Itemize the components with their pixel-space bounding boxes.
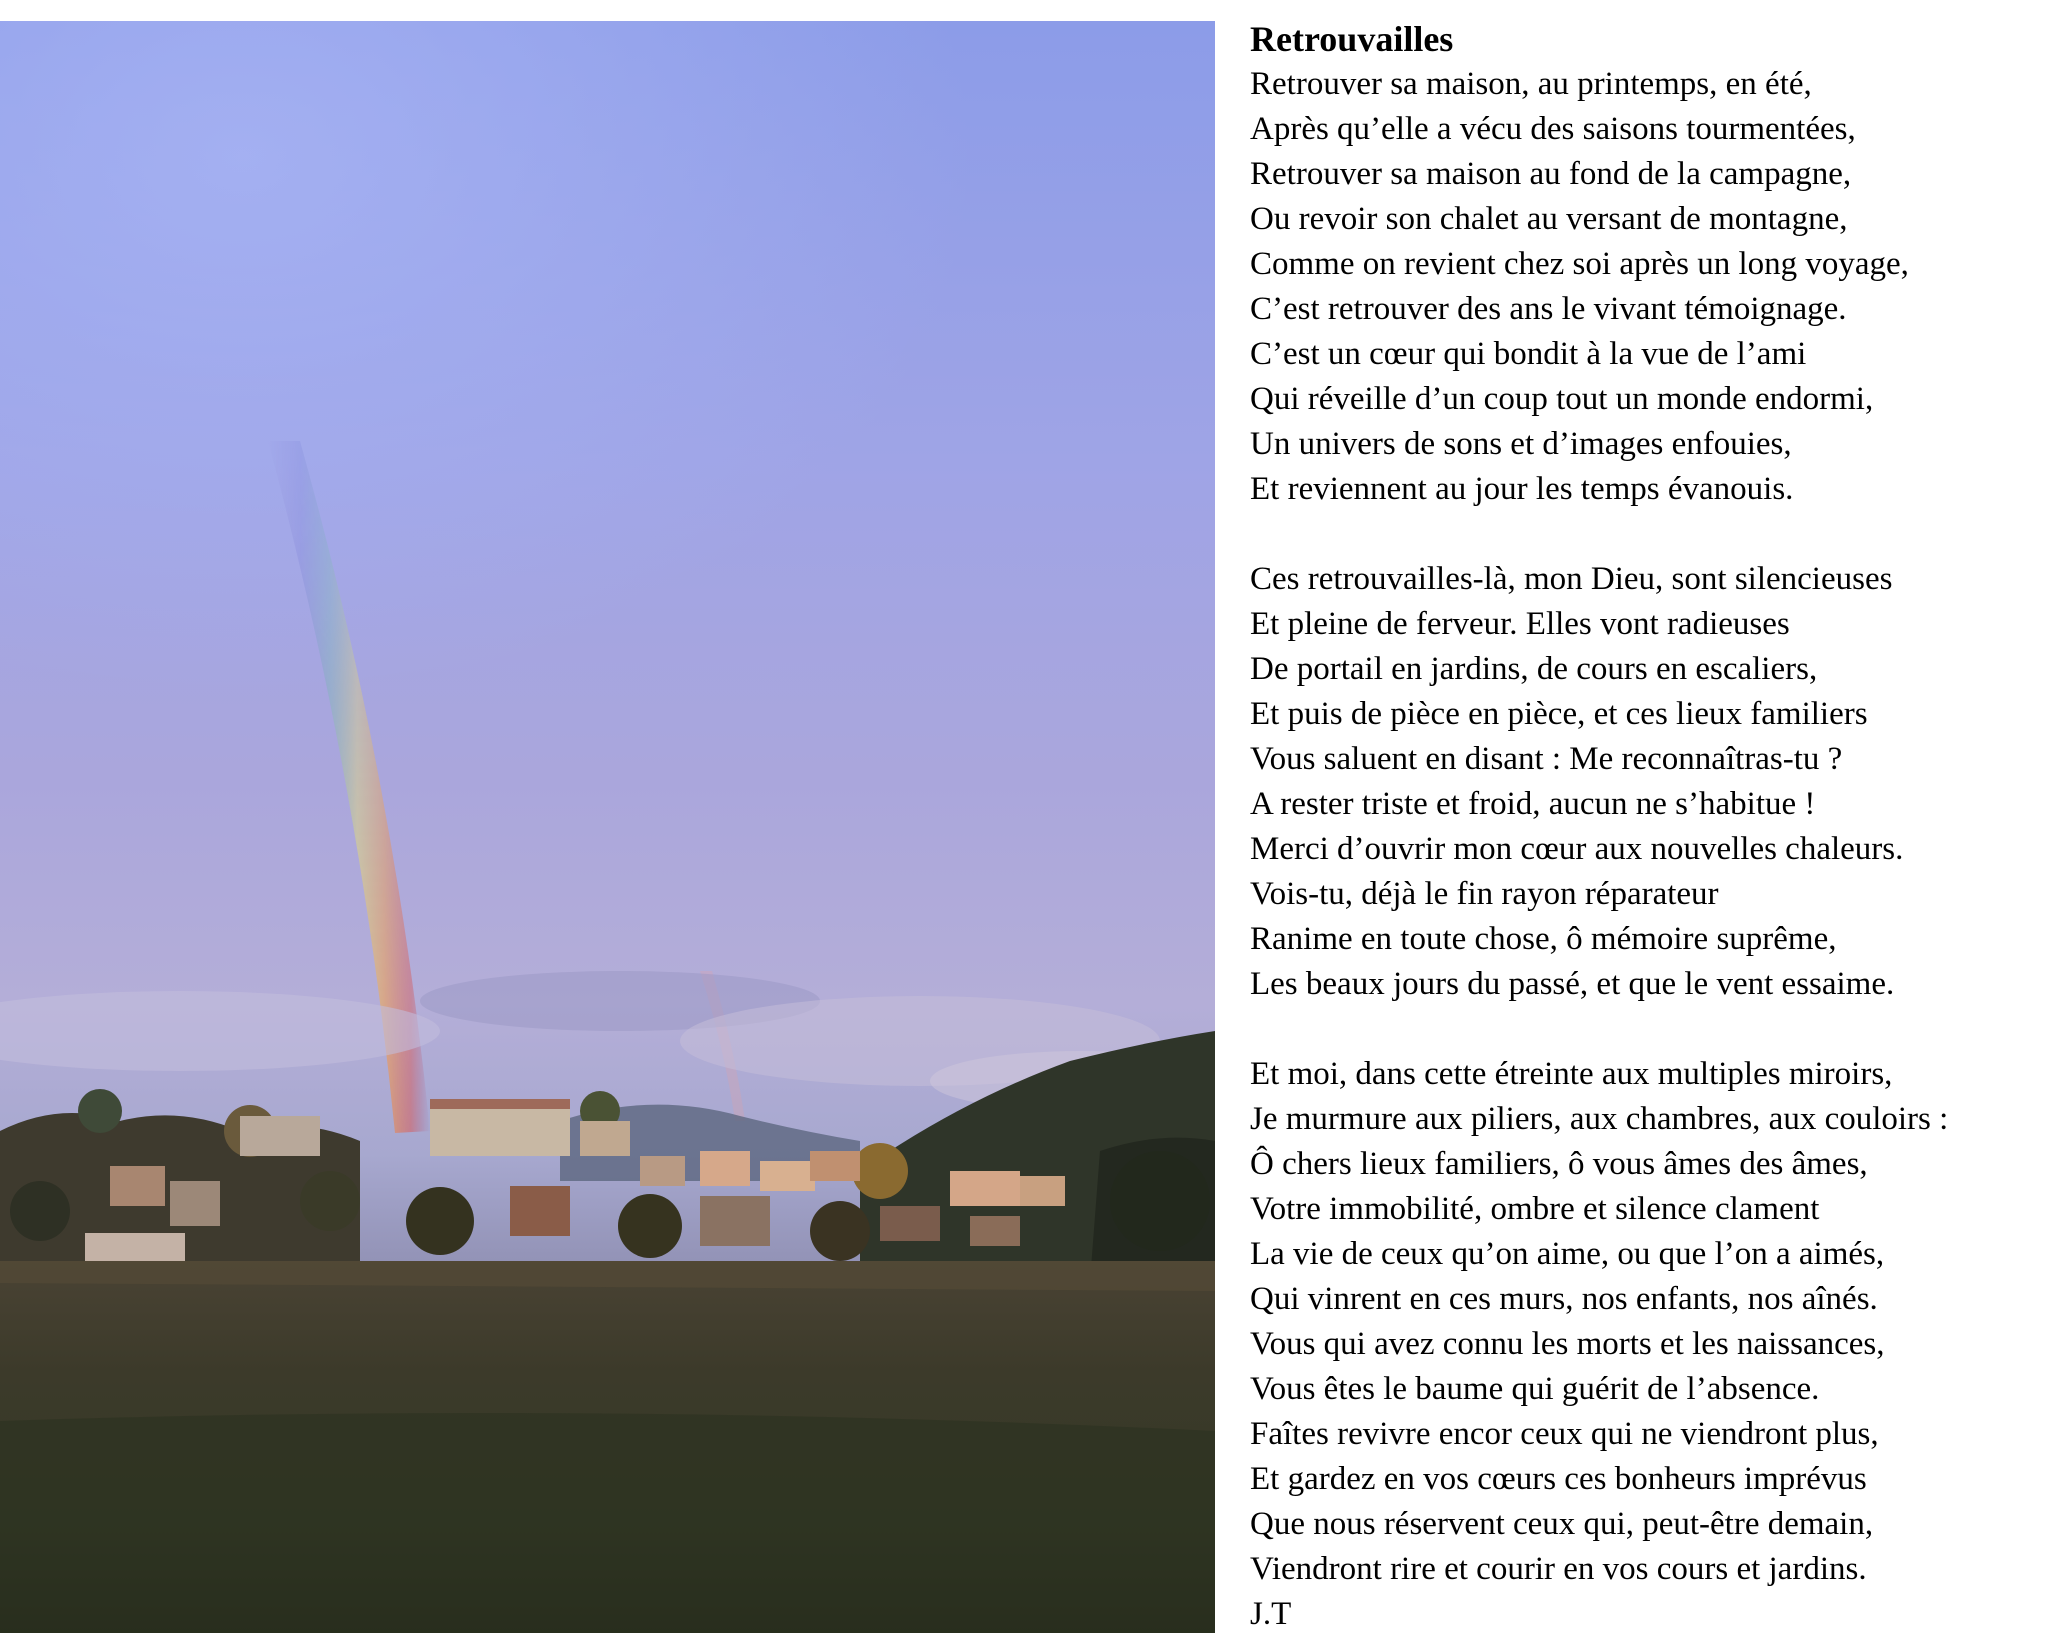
poem-line: C’est retrouver des ans le vivant témoignage. bbox=[1250, 291, 1847, 327]
poem-line: Un univers de sons et d’images enfouies, bbox=[1250, 426, 1792, 462]
poem-line: Viendront rire et courir en vos cours et jardins. bbox=[1250, 1551, 1867, 1587]
poem-line: La vie de ceux qu’on aime, ou que l’on a aimés, bbox=[1250, 1236, 1885, 1272]
poem-line: Ou revoir son chalet au versant de montagne, bbox=[1250, 201, 1848, 237]
poem-line: Et reviennent au jour les temps évanouis. bbox=[1250, 471, 1794, 507]
poem-line: Et pleine de ferveur. Elles vont radieuses bbox=[1250, 606, 1790, 642]
poem-line: Les beaux jours du passé, et que le vent essaime. bbox=[1250, 966, 1895, 1002]
poem-line: Vous qui avez connu les morts et les naissances, bbox=[1250, 1326, 1885, 1362]
poem-line: Vous saluent en disant : Me reconnaîtras-tu ? bbox=[1250, 741, 1843, 777]
poem-line: Et gardez en vos cœurs ces bonheurs imprévus bbox=[1250, 1461, 1867, 1497]
poem-line: Et moi, dans cette étreinte aux multiples miroirs, bbox=[1250, 1056, 1893, 1092]
poem-line: Retrouver sa maison au fond de la campagne, bbox=[1250, 156, 1852, 192]
poem-line: Qui vinrent en ces murs, nos enfants, nos aînés. bbox=[1250, 1281, 1878, 1317]
poem-line: De portail en jardins, de cours en escaliers, bbox=[1250, 651, 1818, 687]
poem-line: Je murmure aux piliers, aux chambres, aux couloirs : bbox=[1250, 1101, 1949, 1137]
poem-line: Votre immobilité, ombre et silence clament bbox=[1250, 1191, 1820, 1227]
poem-line: Après qu’elle a vécu des saisons tourmentées, bbox=[1250, 111, 1856, 147]
poem-line: Que nous réservent ceux qui, peut-être demain, bbox=[1250, 1506, 1874, 1542]
rainbow-village-image bbox=[0, 21, 1215, 1633]
poem-line: C’est un cœur qui bondit à la vue de l’ami bbox=[1250, 336, 1807, 372]
poem-line: Faîtes revivre encor ceux qui ne viendront plus, bbox=[1250, 1416, 1879, 1452]
poem-line: Merci d’ouvrir mon cœur aux nouvelles chaleurs. bbox=[1250, 831, 1904, 867]
poem-line: Vois-tu, déjà le fin rayon réparateur bbox=[1250, 876, 1719, 912]
poem-line: A rester triste et froid, aucun ne s’habitue ! bbox=[1250, 786, 1816, 822]
stanza-3 bbox=[1250, 1052, 2060, 1637]
poem-signature: J.T bbox=[1250, 1596, 1292, 1632]
poem bbox=[1250, 16, 2060, 1637]
poem-line: Ces retrouvailles-là, mon Dieu, sont silencieuses bbox=[1250, 561, 1893, 597]
poem-line: Et puis de pièce en pièce, et ces lieux familiers bbox=[1250, 696, 1868, 732]
landscape-photo bbox=[0, 21, 1215, 1633]
poem-title: Retrouvailles bbox=[1250, 19, 1454, 59]
poem-line: Retrouver sa maison, au printemps, en été, bbox=[1250, 66, 1812, 102]
stanza-1 bbox=[1250, 62, 2060, 512]
poem-line: Ô chers lieux familiers, ô vous âmes des âmes, bbox=[1250, 1146, 1868, 1182]
poem-line: Vous êtes le baume qui guérit de l’absence. bbox=[1250, 1371, 1820, 1407]
poem-line: Comme on revient chez soi après un long voyage, bbox=[1250, 246, 1909, 282]
poem-line: Qui réveille d’un coup tout un monde endormi, bbox=[1250, 381, 1874, 417]
poem-line: Ranime en toute chose, ô mémoire suprême, bbox=[1250, 921, 1837, 957]
stanza-2 bbox=[1250, 557, 2060, 1007]
